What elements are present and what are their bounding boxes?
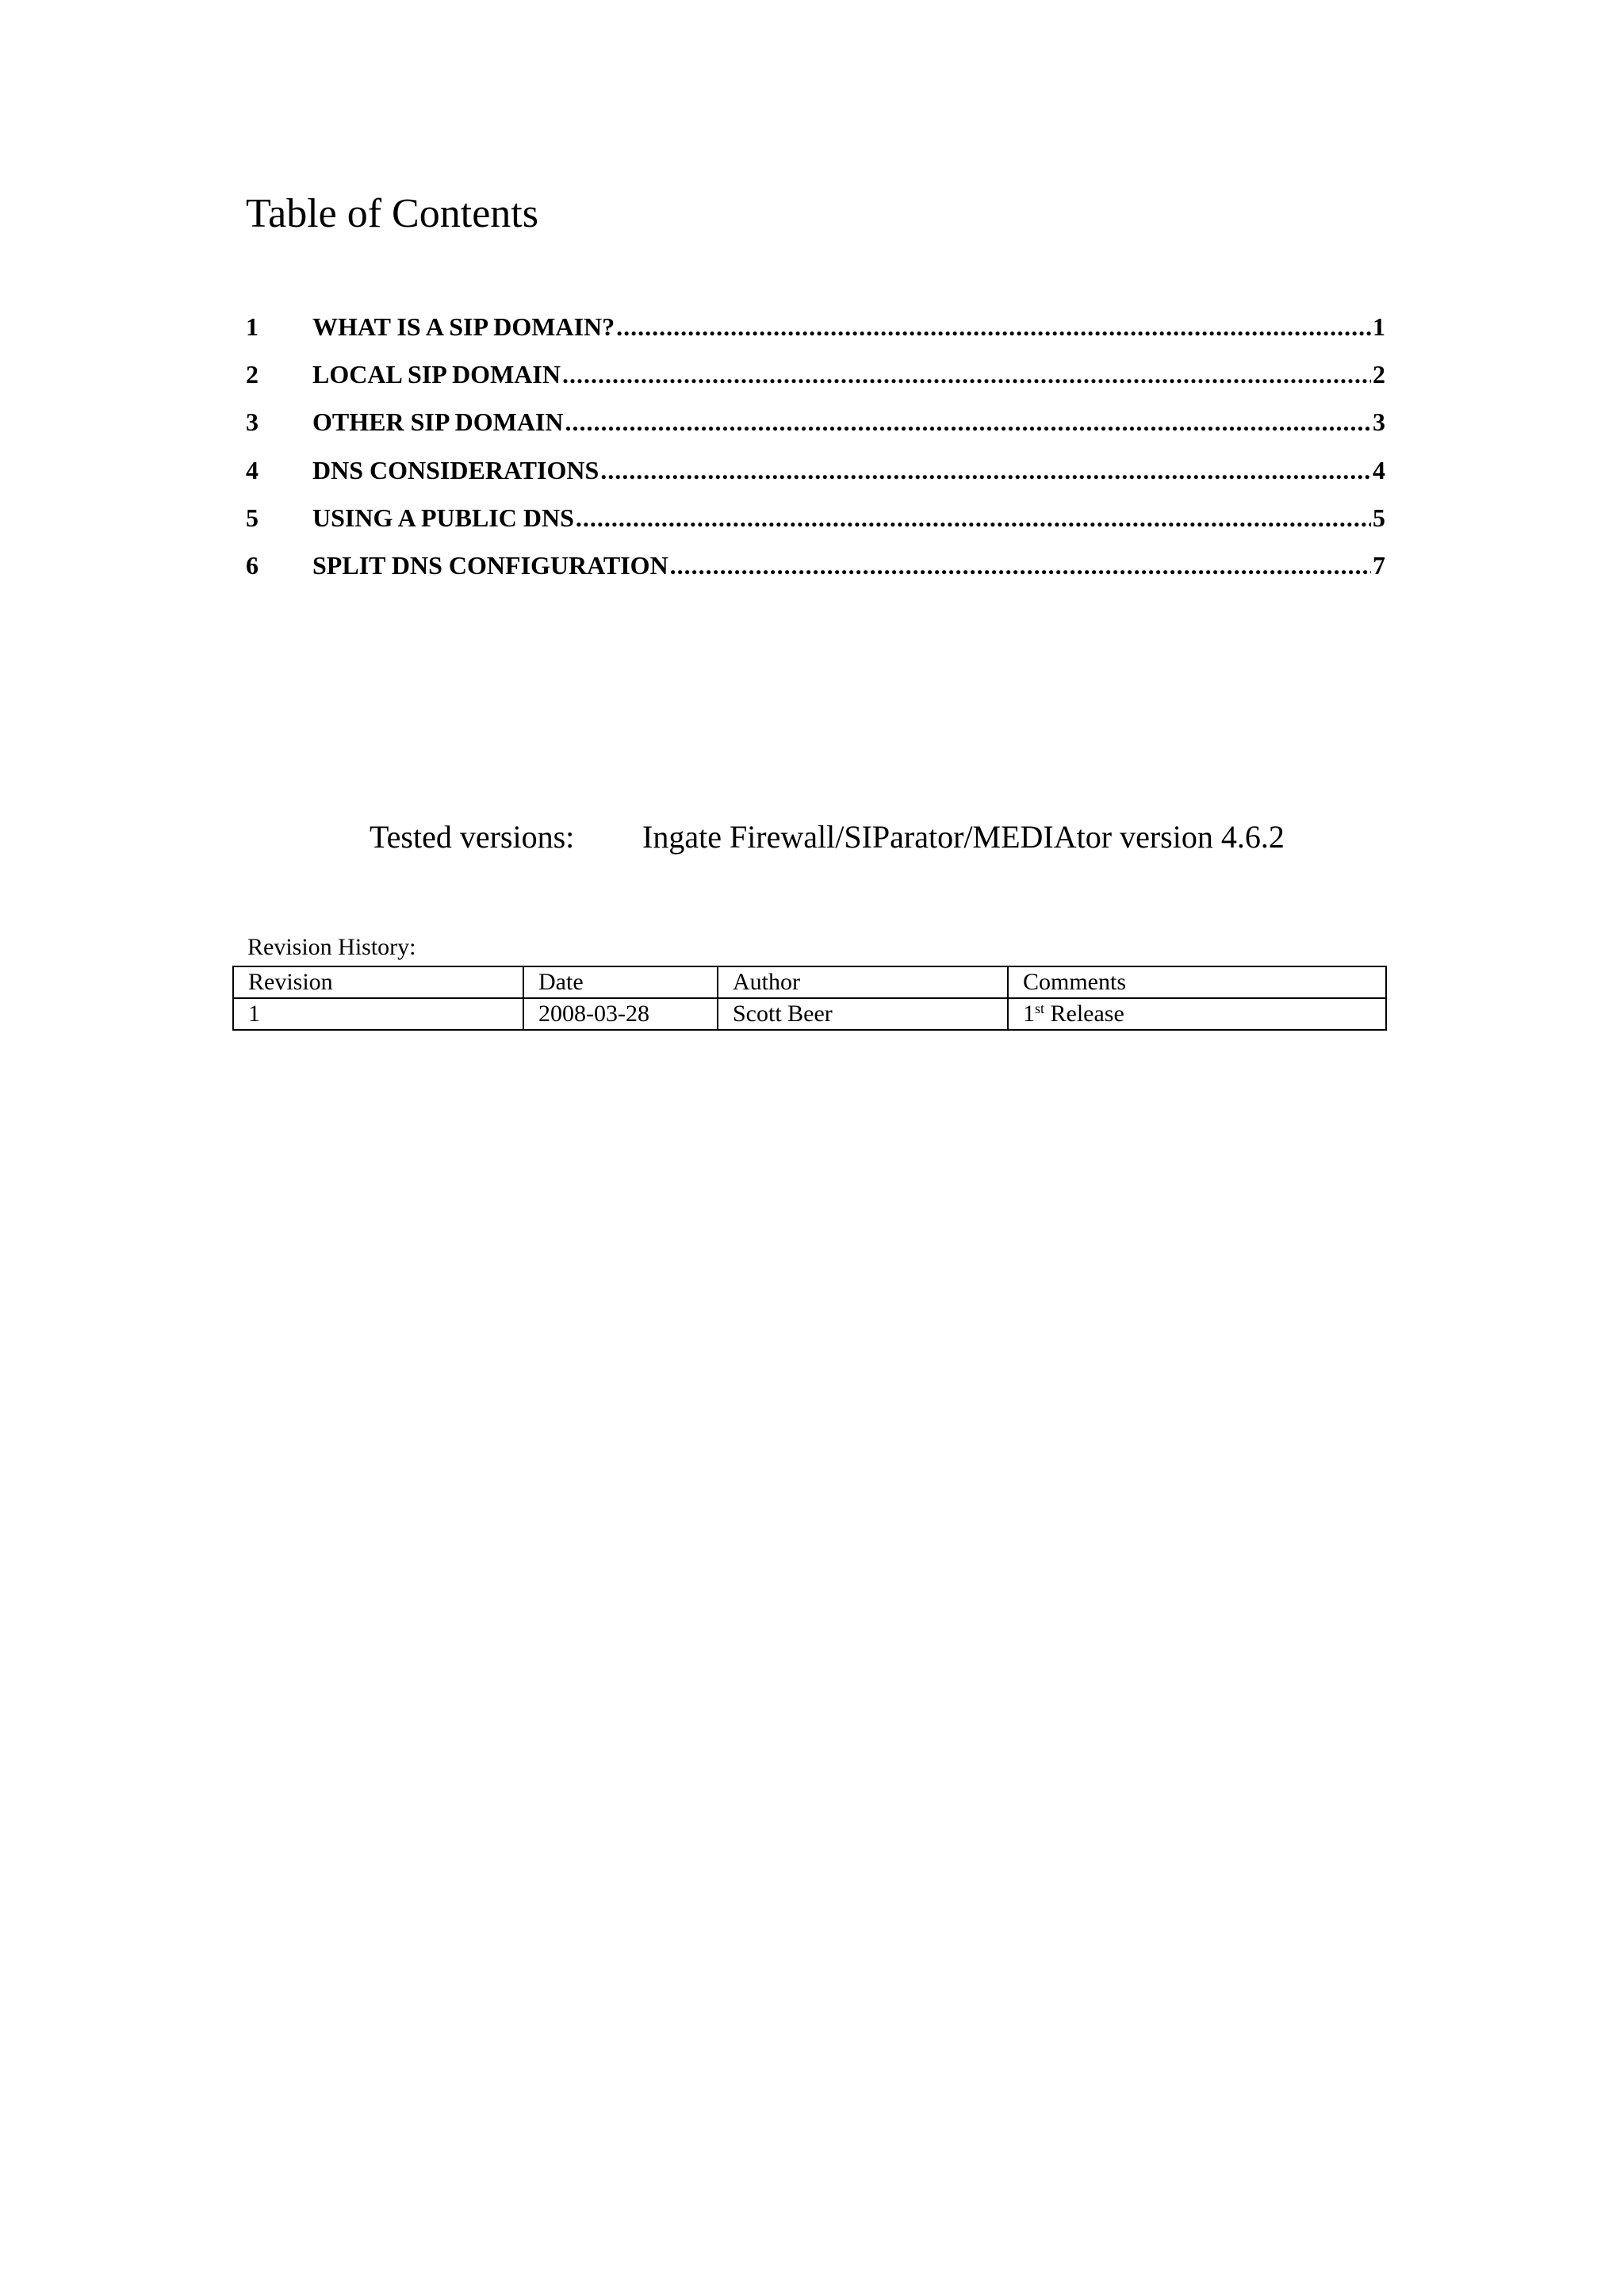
table-row [233, 998, 1386, 1030]
cell-date: 2008-03-28 [523, 998, 718, 1030]
toc-entry-text: OTHER SIP DOMAIN [312, 408, 564, 436]
toc-leader-dots [565, 406, 1371, 438]
toc-entry-page: 1 [1373, 312, 1385, 341]
toc-leader-dots [562, 358, 1371, 390]
toc-entry-page: 7 [1373, 551, 1385, 580]
toc-entry[interactable] [246, 502, 1385, 534]
toc-entry-number: 6 [246, 551, 259, 580]
tested-versions-value: Ingate Firewall/SIParator/MEDIAtor version 4.6.2 [642, 819, 1285, 855]
toc-entry-page: 2 [1373, 360, 1385, 388]
revision-history-table [232, 966, 1387, 1031]
toc-leader-dots [576, 502, 1371, 534]
toc-entry-text: DNS CONSIDERATIONS [312, 456, 599, 484]
cell-author: Scott Beer [718, 998, 1008, 1030]
column-header-comments: Comments [1008, 966, 1386, 998]
revision-history-label: Revision History: [247, 934, 416, 960]
toc-entry-text: SPLIT DNS CONFIGURATION [312, 551, 668, 580]
toc-entry[interactable] [246, 311, 1385, 342]
toc-entry-text: USING A PUBLIC DNS [312, 503, 574, 532]
toc-entry[interactable] [246, 454, 1385, 486]
toc-entry-page: 4 [1373, 456, 1385, 484]
toc-entry-text: WHAT IS A SIP DOMAIN? [312, 312, 615, 341]
comment-ordinal-suffix: st [1035, 1001, 1045, 1016]
column-header-revision: Revision [233, 966, 523, 998]
toc-entry-number: 4 [246, 456, 259, 484]
toc-entry-number: 5 [246, 503, 259, 532]
cell-comments [1008, 998, 1386, 1030]
comment-number: 1 [1023, 1001, 1035, 1027]
cell-revision: 1 [233, 998, 523, 1030]
tested-versions-label: Tested versions: [370, 819, 575, 855]
comment-text: Release [1044, 1001, 1124, 1027]
toc-leader-dots [600, 454, 1371, 486]
toc-entry-number: 1 [246, 312, 259, 341]
toc-leader-dots [616, 311, 1371, 342]
toc-entry[interactable] [246, 549, 1385, 581]
toc-entry[interactable] [246, 358, 1385, 390]
column-header-date: Date [523, 966, 718, 998]
toc-entry-page: 3 [1373, 408, 1385, 436]
column-header-author: Author [718, 966, 1008, 998]
toc-title: Table of Contents [246, 191, 538, 236]
toc-entry-number: 3 [246, 408, 259, 436]
toc-leader-dots [670, 549, 1371, 581]
toc-entry-page: 5 [1373, 503, 1385, 532]
table-header-row [233, 966, 1386, 998]
toc-entry[interactable] [246, 406, 1385, 438]
toc-entry-number: 2 [246, 360, 259, 388]
toc-entry-text: LOCAL SIP DOMAIN [312, 360, 561, 388]
